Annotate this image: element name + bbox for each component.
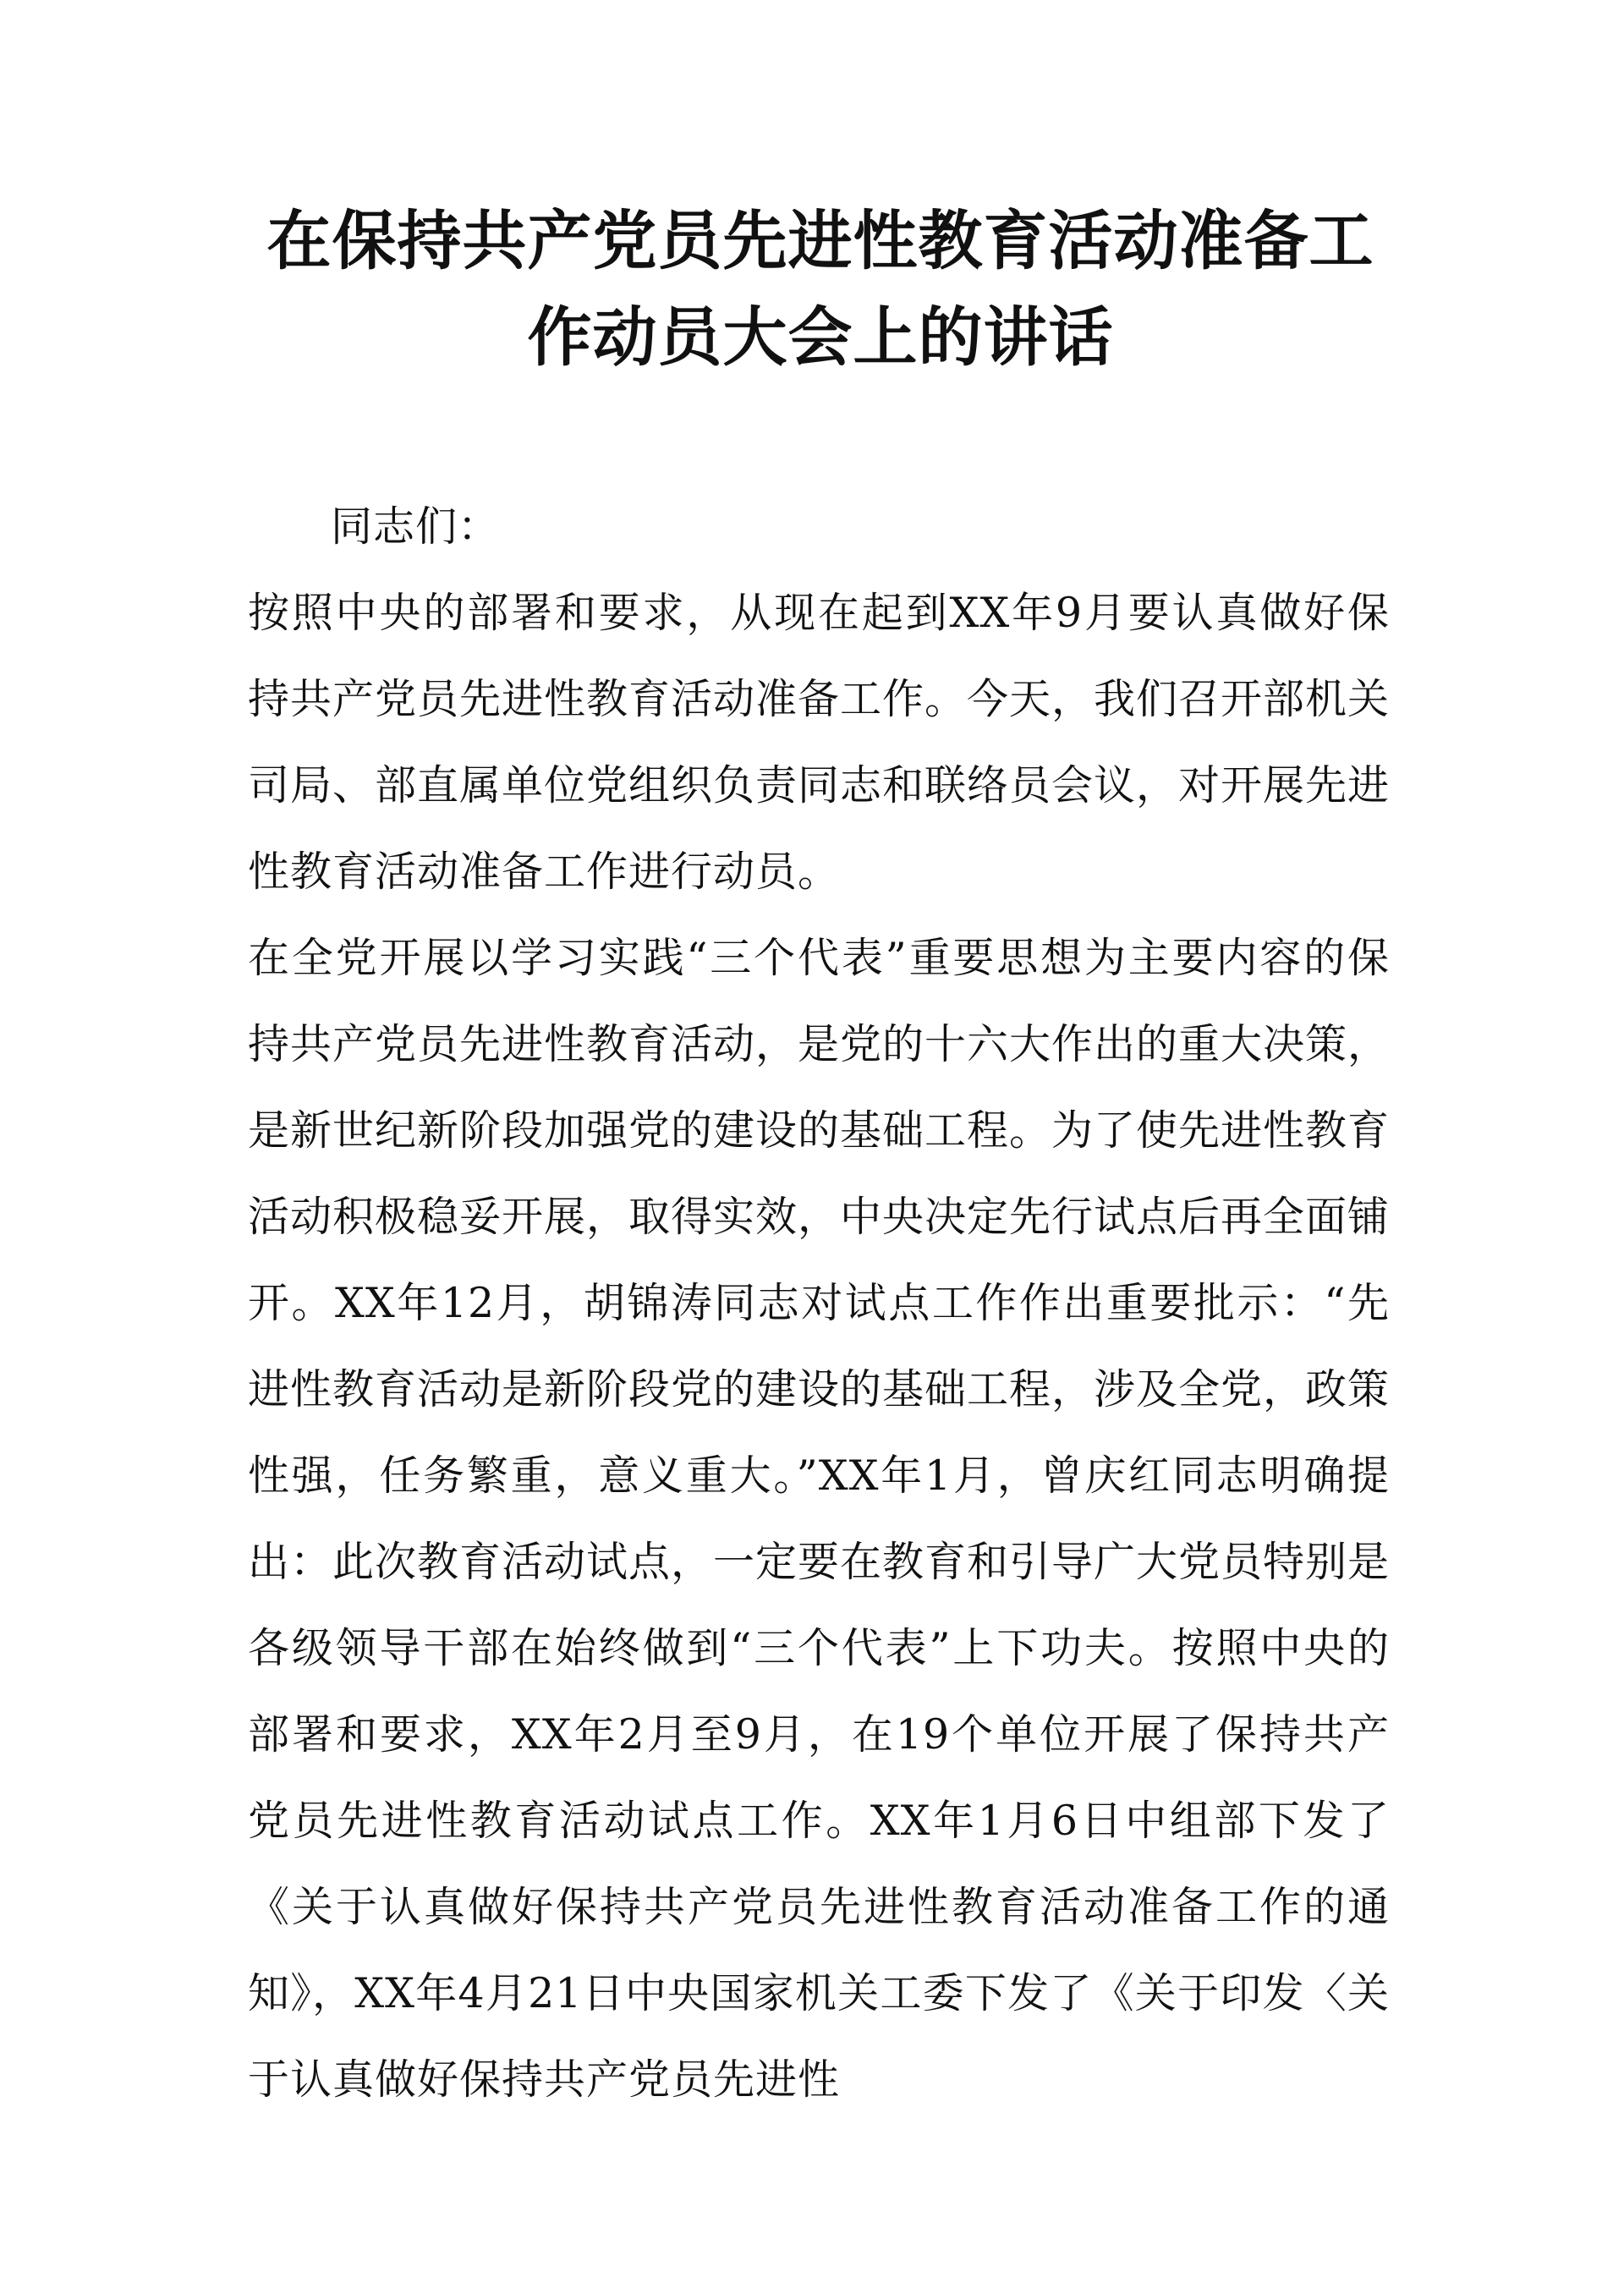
paragraph-2: 在全党开展以学习实践“三个代表”重要思想为主要内容的保持共产党员先进性教育活动，是党的十六大作出的重大决策，是新世纪新阶段加强党的建设的基础工程。为了使先进性教育活动积极稳妥开展，取得实效，中央决定先行试点后再全面铺开。XX年12月，胡锦涛同志对试点工作作出重要批示：“先进性教育活动是新阶段党的建设的基础工程，涉及全党，政策性强，任务繁重，意义重大。”XX年1月，曾庆红同志明确提出：此次教育活动试点，一定要在教育和引导广大党员特别是各级领导干部在始终做到“三个代表”上下功夫。按照中央的部署和要求，XX年2月至9月，在19个单位开展了保持共产党员先进性教育活动试点工作。XX年1月6日中组部下发了《关于认真做好保持共产党员先进性教育活动准备工作的通知》，XX年4月21日中央国家机关工委下发了《关于印发〈关于认真做好保持共产党员先进性: [248, 934, 1391, 2104]
title-line-1: 在保持共产党员先进性教育活动准备工: [266, 203, 1374, 278]
salutation: 同志们：: [331, 502, 501, 551]
title-line-2: 作动员大会上的讲话: [527, 299, 1114, 375]
paragraph-1: 按照中央的部署和要求，从现在起到XX年9月要认真做好保持共产党员先进性教育活动准备工作。今天，我们召开部机关司局、部直属单位党组织负责同志和联络员会议，对开展先进性教育活动准备工作进行动员。: [248, 589, 1391, 896]
document-title: [237, 193, 1404, 386]
document-body: [248, 484, 1390, 2123]
